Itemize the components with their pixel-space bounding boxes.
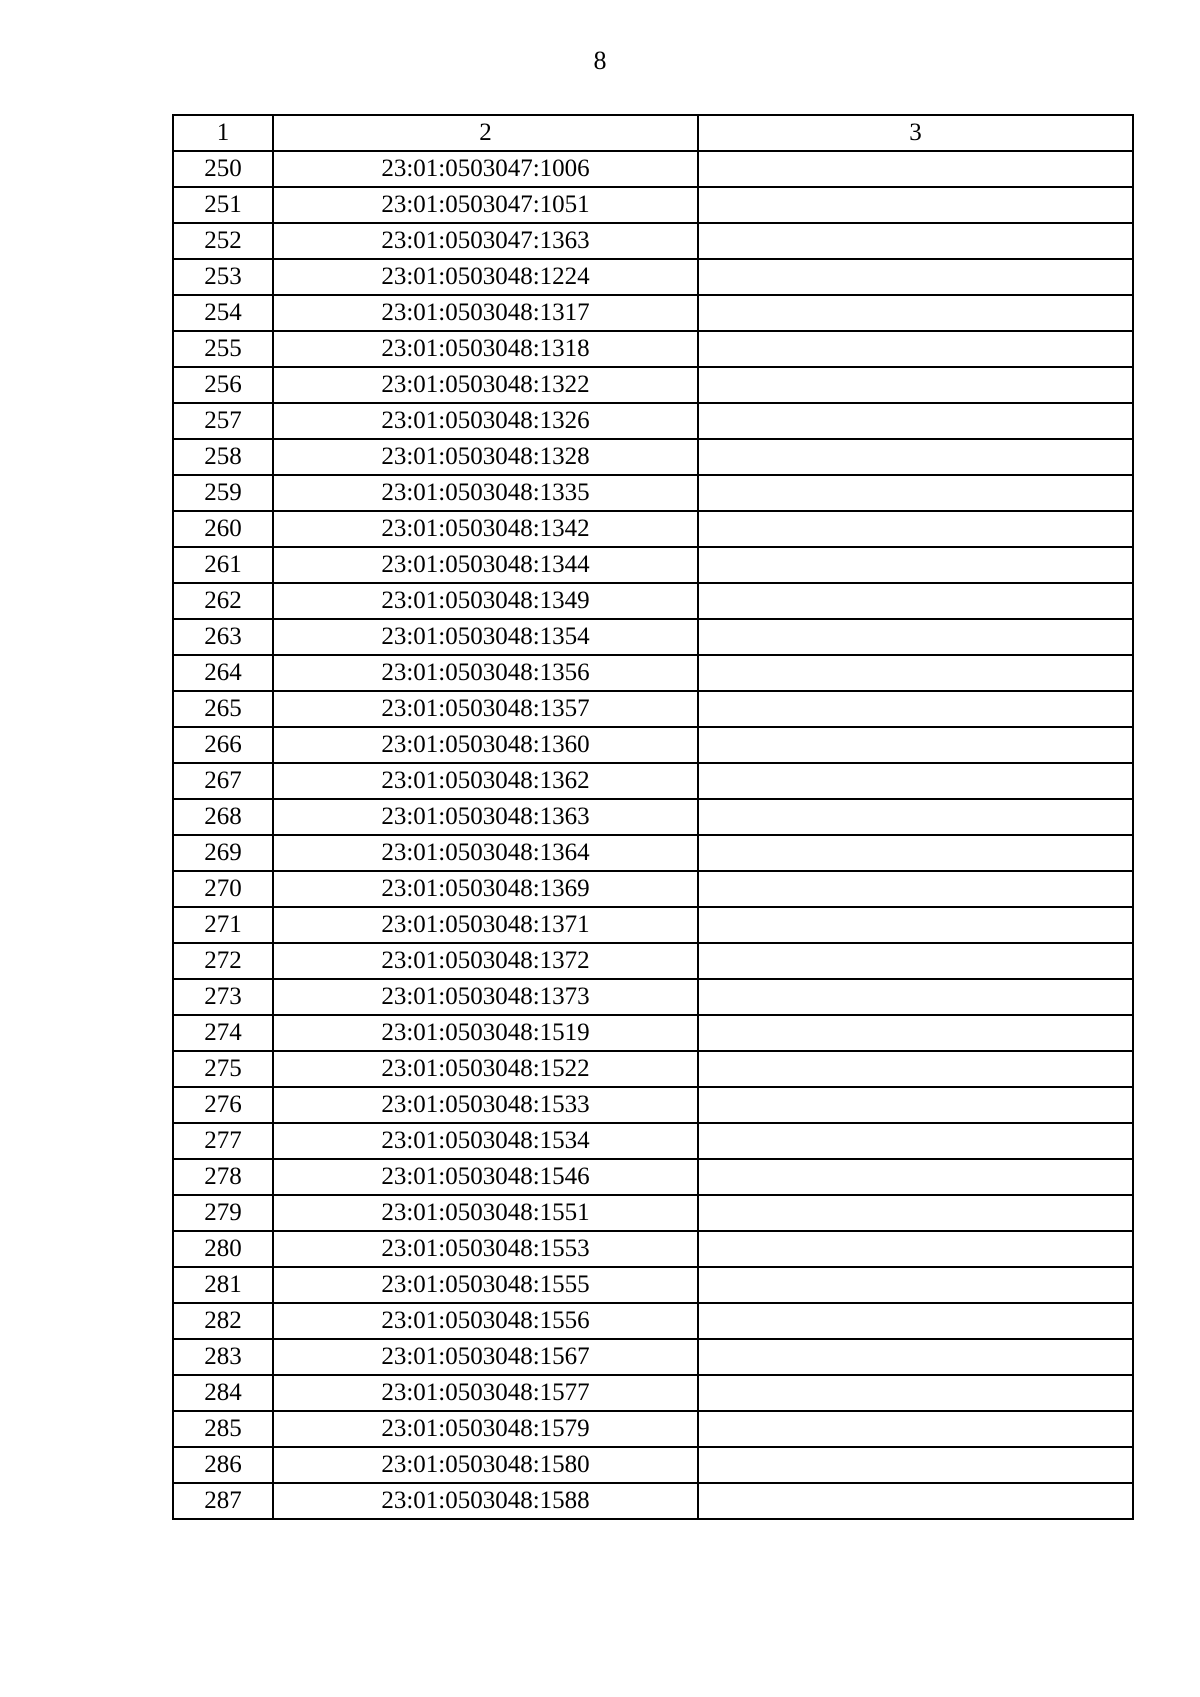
- table-row: [173, 835, 1133, 871]
- table-row: [173, 1339, 1133, 1375]
- column-3-cell: [698, 619, 1133, 655]
- table-row: [173, 151, 1133, 187]
- cadastral-number-cell: 23:01:0503048:1318: [273, 331, 698, 367]
- column-3-cell: [698, 1087, 1133, 1123]
- column-3-cell: [698, 223, 1133, 259]
- column-3-cell: [698, 1267, 1133, 1303]
- cadastral-number-cell: 23:01:0503048:1588: [273, 1483, 698, 1519]
- table-row: [173, 691, 1133, 727]
- cadastral-number-cell: 23:01:0503048:1556: [273, 1303, 698, 1339]
- cadastral-number-cell: 23:01:0503048:1553: [273, 1231, 698, 1267]
- row-number-cell: 278: [173, 1159, 273, 1195]
- column-3-cell: [698, 331, 1133, 367]
- table-row: [173, 979, 1133, 1015]
- row-number-cell: 253: [173, 259, 273, 295]
- column-3-cell: [698, 583, 1133, 619]
- table-row: [173, 295, 1133, 331]
- row-number-cell: 263: [173, 619, 273, 655]
- table-row: [173, 1159, 1133, 1195]
- row-number-cell: 280: [173, 1231, 273, 1267]
- row-number-cell: 260: [173, 511, 273, 547]
- cadastral-table: [172, 114, 1134, 1520]
- row-number-cell: 259: [173, 475, 273, 511]
- cadastral-number-cell: 23:01:0503048:1344: [273, 547, 698, 583]
- row-number-cell: 256: [173, 367, 273, 403]
- cadastral-number-cell: 23:01:0503048:1580: [273, 1447, 698, 1483]
- table-row: [173, 583, 1133, 619]
- row-number-cell: 251: [173, 187, 273, 223]
- row-number-cell: 277: [173, 1123, 273, 1159]
- column-3-cell: [698, 1159, 1133, 1195]
- row-number-cell: 281: [173, 1267, 273, 1303]
- column-3-cell: [698, 1051, 1133, 1087]
- row-number-cell: 273: [173, 979, 273, 1015]
- table-row: [173, 655, 1133, 691]
- row-number-cell: 258: [173, 439, 273, 475]
- table-row: [173, 907, 1133, 943]
- column-3-cell: [698, 1483, 1133, 1519]
- table-row: [173, 1447, 1133, 1483]
- row-number-cell: 269: [173, 835, 273, 871]
- cadastral-number-cell: 23:01:0503047:1363: [273, 223, 698, 259]
- cadastral-number-cell: 23:01:0503048:1356: [273, 655, 698, 691]
- cadastral-number-cell: 23:01:0503048:1533: [273, 1087, 698, 1123]
- row-number-cell: 264: [173, 655, 273, 691]
- table-row: [173, 1411, 1133, 1447]
- column-3-cell: [698, 835, 1133, 871]
- row-number-cell: 252: [173, 223, 273, 259]
- cadastral-number-cell: 23:01:0503048:1373: [273, 979, 698, 1015]
- table-row: [173, 943, 1133, 979]
- cadastral-number-cell: 23:01:0503048:1551: [273, 1195, 698, 1231]
- column-3-cell: [698, 1411, 1133, 1447]
- column-3-cell: [698, 259, 1133, 295]
- row-number-cell: 266: [173, 727, 273, 763]
- cadastral-number-cell: 23:01:0503048:1577: [273, 1375, 698, 1411]
- cadastral-number-cell: 23:01:0503048:1372: [273, 943, 698, 979]
- column-3-cell: [698, 187, 1133, 223]
- row-number-cell: 255: [173, 331, 273, 367]
- table-header-row: [173, 115, 1133, 151]
- cadastral-number-cell: 23:01:0503048:1357: [273, 691, 698, 727]
- column-3-cell: [698, 403, 1133, 439]
- column-3-cell: [698, 799, 1133, 835]
- table-row: [173, 1195, 1133, 1231]
- cadastral-number-cell: 23:01:0503048:1369: [273, 871, 698, 907]
- cadastral-number-cell: 23:01:0503048:1349: [273, 583, 698, 619]
- row-number-cell: 286: [173, 1447, 273, 1483]
- column-header-2: 2: [273, 115, 698, 151]
- cadastral-number-cell: 23:01:0503048:1362: [273, 763, 698, 799]
- cadastral-number-cell: 23:01:0503048:1546: [273, 1159, 698, 1195]
- row-number-cell: 271: [173, 907, 273, 943]
- row-number-cell: 283: [173, 1339, 273, 1375]
- table-row: [173, 1267, 1133, 1303]
- row-number-cell: 284: [173, 1375, 273, 1411]
- row-number-cell: 254: [173, 295, 273, 331]
- cadastral-number-cell: 23:01:0503047:1051: [273, 187, 698, 223]
- column-3-cell: [698, 1447, 1133, 1483]
- table-row: [173, 1087, 1133, 1123]
- page-number: 8: [593, 46, 607, 75]
- row-number-cell: 267: [173, 763, 273, 799]
- table-row: [173, 763, 1133, 799]
- row-number-cell: 265: [173, 691, 273, 727]
- column-header-1: 1: [173, 115, 273, 151]
- column-3-cell: [698, 547, 1133, 583]
- row-number-cell: 279: [173, 1195, 273, 1231]
- column-3-cell: [698, 475, 1133, 511]
- row-number-cell: 275: [173, 1051, 273, 1087]
- row-number-cell: 285: [173, 1411, 273, 1447]
- row-number-cell: 257: [173, 403, 273, 439]
- cadastral-number-cell: 23:01:0503048:1363: [273, 799, 698, 835]
- table-row: [173, 727, 1133, 763]
- table-row: [173, 439, 1133, 475]
- column-3-cell: [698, 655, 1133, 691]
- column-3-cell: [698, 691, 1133, 727]
- cadastral-number-cell: 23:01:0503048:1579: [273, 1411, 698, 1447]
- row-number-cell: 272: [173, 943, 273, 979]
- column-3-cell: [698, 907, 1133, 943]
- table-row: [173, 1303, 1133, 1339]
- row-number-cell: 274: [173, 1015, 273, 1051]
- column-3-cell: [698, 1375, 1133, 1411]
- column-3-cell: [698, 1339, 1133, 1375]
- table-row: [173, 547, 1133, 583]
- row-number-cell: 261: [173, 547, 273, 583]
- cadastral-number-cell: 23:01:0503048:1354: [273, 619, 698, 655]
- row-number-cell: 268: [173, 799, 273, 835]
- column-3-cell: [698, 871, 1133, 907]
- cadastral-number-cell: 23:01:0503048:1360: [273, 727, 698, 763]
- column-3-cell: [698, 943, 1133, 979]
- column-3-cell: [698, 979, 1133, 1015]
- table-row: [173, 331, 1133, 367]
- column-3-cell: [698, 151, 1133, 187]
- table-row: [173, 403, 1133, 439]
- table-row: [173, 619, 1133, 655]
- cadastral-number-cell: 23:01:0503048:1364: [273, 835, 698, 871]
- column-3-cell: [698, 1015, 1133, 1051]
- row-number-cell: 270: [173, 871, 273, 907]
- table-row: [173, 1375, 1133, 1411]
- column-3-cell: [698, 1303, 1133, 1339]
- cadastral-number-cell: 23:01:0503048:1555: [273, 1267, 698, 1303]
- table-row: [173, 1483, 1133, 1519]
- column-3-cell: [698, 1123, 1133, 1159]
- table-row: [173, 871, 1133, 907]
- table-row: [173, 1015, 1133, 1051]
- table-row: [173, 1051, 1133, 1087]
- row-number-cell: 250: [173, 151, 273, 187]
- column-3-cell: [698, 295, 1133, 331]
- column-3-cell: [698, 763, 1133, 799]
- table-row: [173, 367, 1133, 403]
- row-number-cell: 262: [173, 583, 273, 619]
- cadastral-number-cell: 23:01:0503048:1567: [273, 1339, 698, 1375]
- column-3-cell: [698, 727, 1133, 763]
- column-3-cell: [698, 439, 1133, 475]
- cadastral-number-cell: 23:01:0503047:1006: [273, 151, 698, 187]
- row-number-cell: 287: [173, 1483, 273, 1519]
- table-row: [173, 259, 1133, 295]
- cadastral-number-cell: 23:01:0503048:1534: [273, 1123, 698, 1159]
- cadastral-number-cell: 23:01:0503048:1317: [273, 295, 698, 331]
- cadastral-number-cell: 23:01:0503048:1326: [273, 403, 698, 439]
- cadastral-number-cell: 23:01:0503048:1322: [273, 367, 698, 403]
- column-3-cell: [698, 1195, 1133, 1231]
- table-row: [173, 1123, 1133, 1159]
- column-3-cell: [698, 511, 1133, 547]
- column-header-3: 3: [698, 115, 1133, 151]
- cadastral-number-cell: 23:01:0503048:1522: [273, 1051, 698, 1087]
- cadastral-number-cell: 23:01:0503048:1371: [273, 907, 698, 943]
- cadastral-number-cell: 23:01:0503048:1335: [273, 475, 698, 511]
- cadastral-number-cell: 23:01:0503048:1519: [273, 1015, 698, 1051]
- column-3-cell: [698, 1231, 1133, 1267]
- cadastral-number-cell: 23:01:0503048:1328: [273, 439, 698, 475]
- table-row: [173, 223, 1133, 259]
- table-body: [173, 151, 1133, 1519]
- table-row: [173, 511, 1133, 547]
- cadastral-number-cell: 23:01:0503048:1342: [273, 511, 698, 547]
- table-row: [173, 187, 1133, 223]
- cadastral-number-cell: 23:01:0503048:1224: [273, 259, 698, 295]
- table-row: [173, 1231, 1133, 1267]
- table-row: [173, 475, 1133, 511]
- column-3-cell: [698, 367, 1133, 403]
- row-number-cell: 276: [173, 1087, 273, 1123]
- table-row: [173, 799, 1133, 835]
- row-number-cell: 282: [173, 1303, 273, 1339]
